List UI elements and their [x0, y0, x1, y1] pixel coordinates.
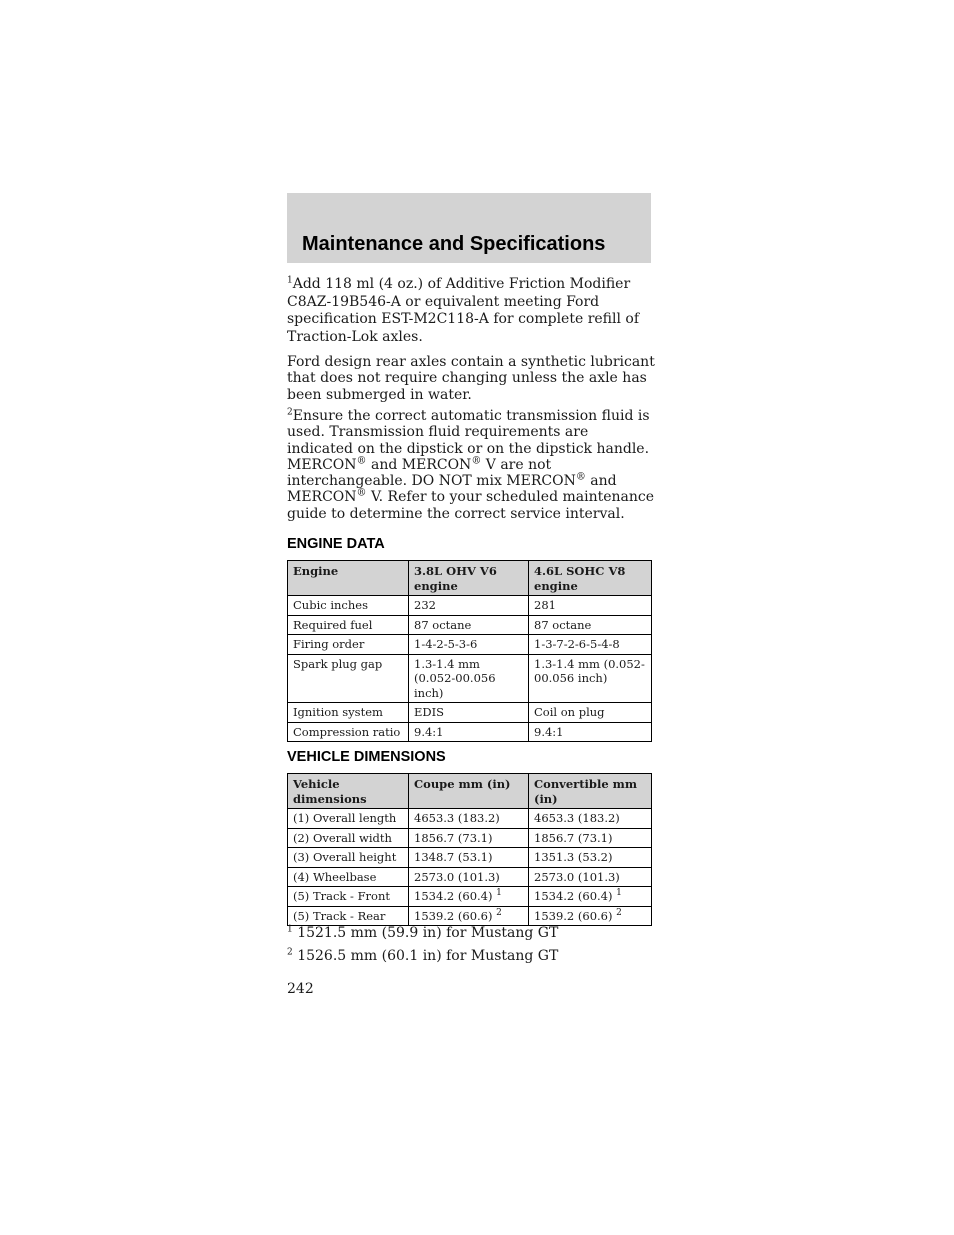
table-cell — [529, 906, 652, 926]
table-row — [288, 722, 652, 742]
footnote-1 — [287, 925, 558, 941]
cell-value: 1534.2 (60.4) — [414, 889, 493, 903]
table-cell: (1) Overall length — [288, 809, 409, 829]
table-cell: 2573.0 (101.3) — [409, 867, 529, 887]
column-header: 4.6L SOHC V8 engine — [529, 561, 652, 596]
footnote-marker: 2 — [287, 947, 293, 958]
table-cell: 87 octane — [529, 615, 652, 635]
footnote-text: 1526.5 mm (60.1 in) for Mustang GT — [297, 948, 559, 964]
table-cell: 1351.3 (53.2) — [529, 848, 652, 868]
registered-mark: ® — [471, 455, 482, 467]
footnote-marker: 1 — [616, 888, 622, 899]
page-number: 242 — [287, 981, 314, 997]
table-row — [288, 809, 652, 829]
column-header: Convertible mm (in) — [529, 774, 652, 809]
vehicle-dimensions-table — [287, 773, 652, 926]
table-cell: 4653.3 (183.2) — [529, 809, 652, 829]
engine-data-table — [287, 560, 652, 742]
footnote-marker: 2 — [496, 907, 502, 918]
table-row — [288, 848, 652, 868]
table-cell: (2) Overall width — [288, 828, 409, 848]
table-row — [288, 703, 652, 723]
vehicle-dimensions-heading: VEHICLE DIMENSIONS — [287, 749, 446, 765]
note-1-text: Add 118 ml (4 oz.) of Additive Friction Modifier C8AZ-19B546-A or equivalent meeting Ford specification EST-M2C118-A for complete refill of Traction-Lok axles. — [287, 276, 640, 345]
footnote-text: 1521.5 mm (59.9 in) for Mustang GT — [297, 925, 559, 941]
table-cell: 87 octane — [409, 615, 529, 635]
note-2-text-e: V. Refer to your scheduled maintenance guide to determine the correct service interval. — [287, 489, 655, 522]
table-cell: Coil on plug — [529, 703, 652, 723]
table-cell: 1-4-2-5-3-6 — [409, 635, 529, 655]
table-row — [288, 596, 652, 616]
rear-axle-paragraph — [287, 354, 655, 403]
table-cell: Required fuel — [288, 615, 409, 635]
table-cell: 1856.7 (73.1) — [529, 828, 652, 848]
table-header-row — [288, 561, 652, 596]
table-cell: (4) Wheelbase — [288, 867, 409, 887]
table-row — [288, 887, 652, 907]
note-2-text-c: V are not interchangeable. DO NOT mix MERCON — [287, 456, 576, 490]
page-title: Maintenance and Specifications — [302, 233, 606, 255]
table-cell — [409, 906, 529, 926]
table-cell: 2573.0 (101.3) — [529, 867, 652, 887]
table-row — [288, 654, 652, 703]
table-cell: 9.4:1 — [409, 722, 529, 742]
cell-value: 1539.2 (60.6) — [534, 908, 613, 923]
table-cell: 232 — [409, 596, 529, 616]
table-cell: 1.3-1.4 mm (0.052-00.056 inch) — [409, 654, 529, 703]
table-row — [288, 635, 652, 655]
column-header: 3.8L OHV V6 engine — [409, 561, 529, 596]
table-cell: EDIS — [409, 703, 529, 723]
note-2 — [287, 408, 655, 522]
table-row — [288, 615, 652, 635]
footnote-2 — [287, 948, 558, 964]
table-cell: 1348.7 (53.1) — [409, 848, 529, 868]
registered-mark: ® — [575, 471, 586, 483]
note-2-text-d: and MERCON — [287, 473, 617, 506]
note-2-marker: 2 — [287, 407, 293, 418]
table-cell: (5) Track - Rear — [288, 906, 409, 926]
table-row — [288, 867, 652, 887]
footnote-marker: 2 — [616, 907, 622, 918]
table-row — [288, 906, 652, 926]
table-header-row — [288, 774, 652, 809]
rear-axle-text: Ford design rear axles contain a synthetic lubricant that does not require changing unless the axle has been submerged in water. — [287, 354, 655, 403]
footnote-marker: 1 — [287, 924, 293, 935]
footnote-marker: 1 — [496, 888, 502, 899]
registered-mark: ® — [356, 455, 367, 467]
note-2-text-b: and MERCON — [366, 456, 472, 473]
cell-value: 1539.2 (60.6) — [414, 908, 493, 923]
note-1 — [287, 276, 655, 346]
table-cell — [409, 887, 529, 907]
registered-mark: ® — [356, 487, 367, 499]
table-cell: Ignition system — [288, 703, 409, 723]
engine-data-heading: ENGINE DATA — [287, 536, 385, 552]
table-cell: (5) Track - Front — [288, 887, 409, 907]
table-cell: Spark plug gap — [288, 654, 409, 703]
table-cell: Compression ratio — [288, 722, 409, 742]
table-cell: 1856.7 (73.1) — [409, 828, 529, 848]
cell-value: 1534.2 (60.4) — [534, 889, 613, 903]
table-cell: Firing order — [288, 635, 409, 655]
table-cell: 4653.3 (183.2) — [409, 809, 529, 829]
table-cell: 1-3-7-2-6-5-4-8 — [529, 635, 652, 655]
column-header: Coupe mm (in) — [409, 774, 529, 809]
table-cell: 281 — [529, 596, 652, 616]
table-cell: 1.3-1.4 mm (0.052-00.056 inch) — [529, 654, 652, 703]
column-header: Vehicle dimensions — [288, 774, 409, 809]
column-header: Engine — [288, 561, 409, 596]
table-cell: (3) Overall height — [288, 848, 409, 868]
table-row — [288, 828, 652, 848]
note-1-marker: 1 — [287, 275, 293, 286]
table-cell: 9.4:1 — [529, 722, 652, 742]
table-cell: Cubic inches — [288, 596, 409, 616]
note-2-text-a: Ensure the correct automatic transmission fluid is used. Transmission fluid requirements are indicated on the dipstick or on the dipstick handle. MERCON — [287, 408, 650, 473]
table-cell — [529, 887, 652, 907]
